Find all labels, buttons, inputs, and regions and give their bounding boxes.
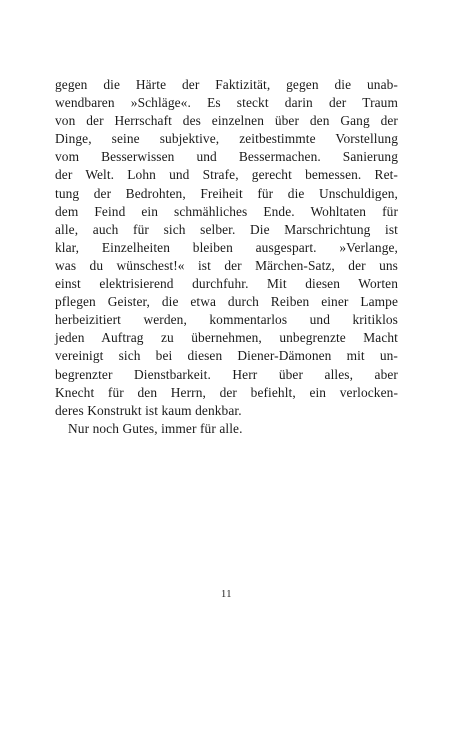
text-line: einst elektrisierend durchfuhr. Mit diesen Worten bbox=[55, 276, 398, 292]
paragraph-2 bbox=[55, 420, 398, 438]
text-line: was du wünschest!« ist der Märchen-Satz, der uns bbox=[55, 257, 398, 273]
text-line: jeden Auftrag zu übernehmen, unbegrenzte Macht bbox=[55, 330, 398, 346]
text-line: vereinigt sich bei diesen Diener-Dämonen mit un- bbox=[55, 348, 398, 364]
text-line: deres Konstrukt ist kaum denkbar. bbox=[55, 402, 242, 418]
text-line: tung der Bedrohten, Freiheit für die Unschuldigen, bbox=[55, 185, 398, 201]
text-line: Knecht für den Herrn, der befiehlt, ein verlocken- bbox=[55, 384, 398, 400]
text-line: wendbaren »Schläge«. Es steckt darin der Traum bbox=[55, 95, 398, 111]
text-line: von der Herrschaft des einzelnen über den Gang der bbox=[55, 113, 398, 129]
text-line: vom Besserwissen und Bessermachen. Sanierung bbox=[55, 149, 398, 165]
text-line: dem Feind ein schmähliches Ende. Wohltaten für bbox=[55, 203, 398, 219]
text-line: Dinge, seine subjektive, zeitbestimmte Vorstellung bbox=[55, 131, 398, 147]
paragraph-1 bbox=[55, 76, 398, 420]
page-number: 11 bbox=[220, 589, 233, 600]
text-line: herbeizitiert werden, kommentarlos und kritiklos bbox=[55, 312, 398, 328]
text-line: gegen die Härte der Faktizität, gegen die unab- bbox=[55, 77, 398, 92]
text-line: begrenzter Dienstbarkeit. Herr über alles, aber bbox=[55, 366, 398, 382]
text-line: klar, Einzelheiten bleiben ausgespart. »Verlange, bbox=[55, 239, 398, 255]
text-line: der Welt. Lohn und Strafe, gerecht bemessen. Ret- bbox=[55, 167, 398, 183]
text-line: Nur noch Gutes, immer für alle. bbox=[68, 420, 243, 436]
body-text bbox=[55, 76, 398, 438]
text-line: alle, auch für sich selber. Die Marschrichtung ist bbox=[55, 221, 398, 237]
text-line: pflegen Geister, die etwa durch Reiben einer Lampe bbox=[55, 294, 398, 310]
